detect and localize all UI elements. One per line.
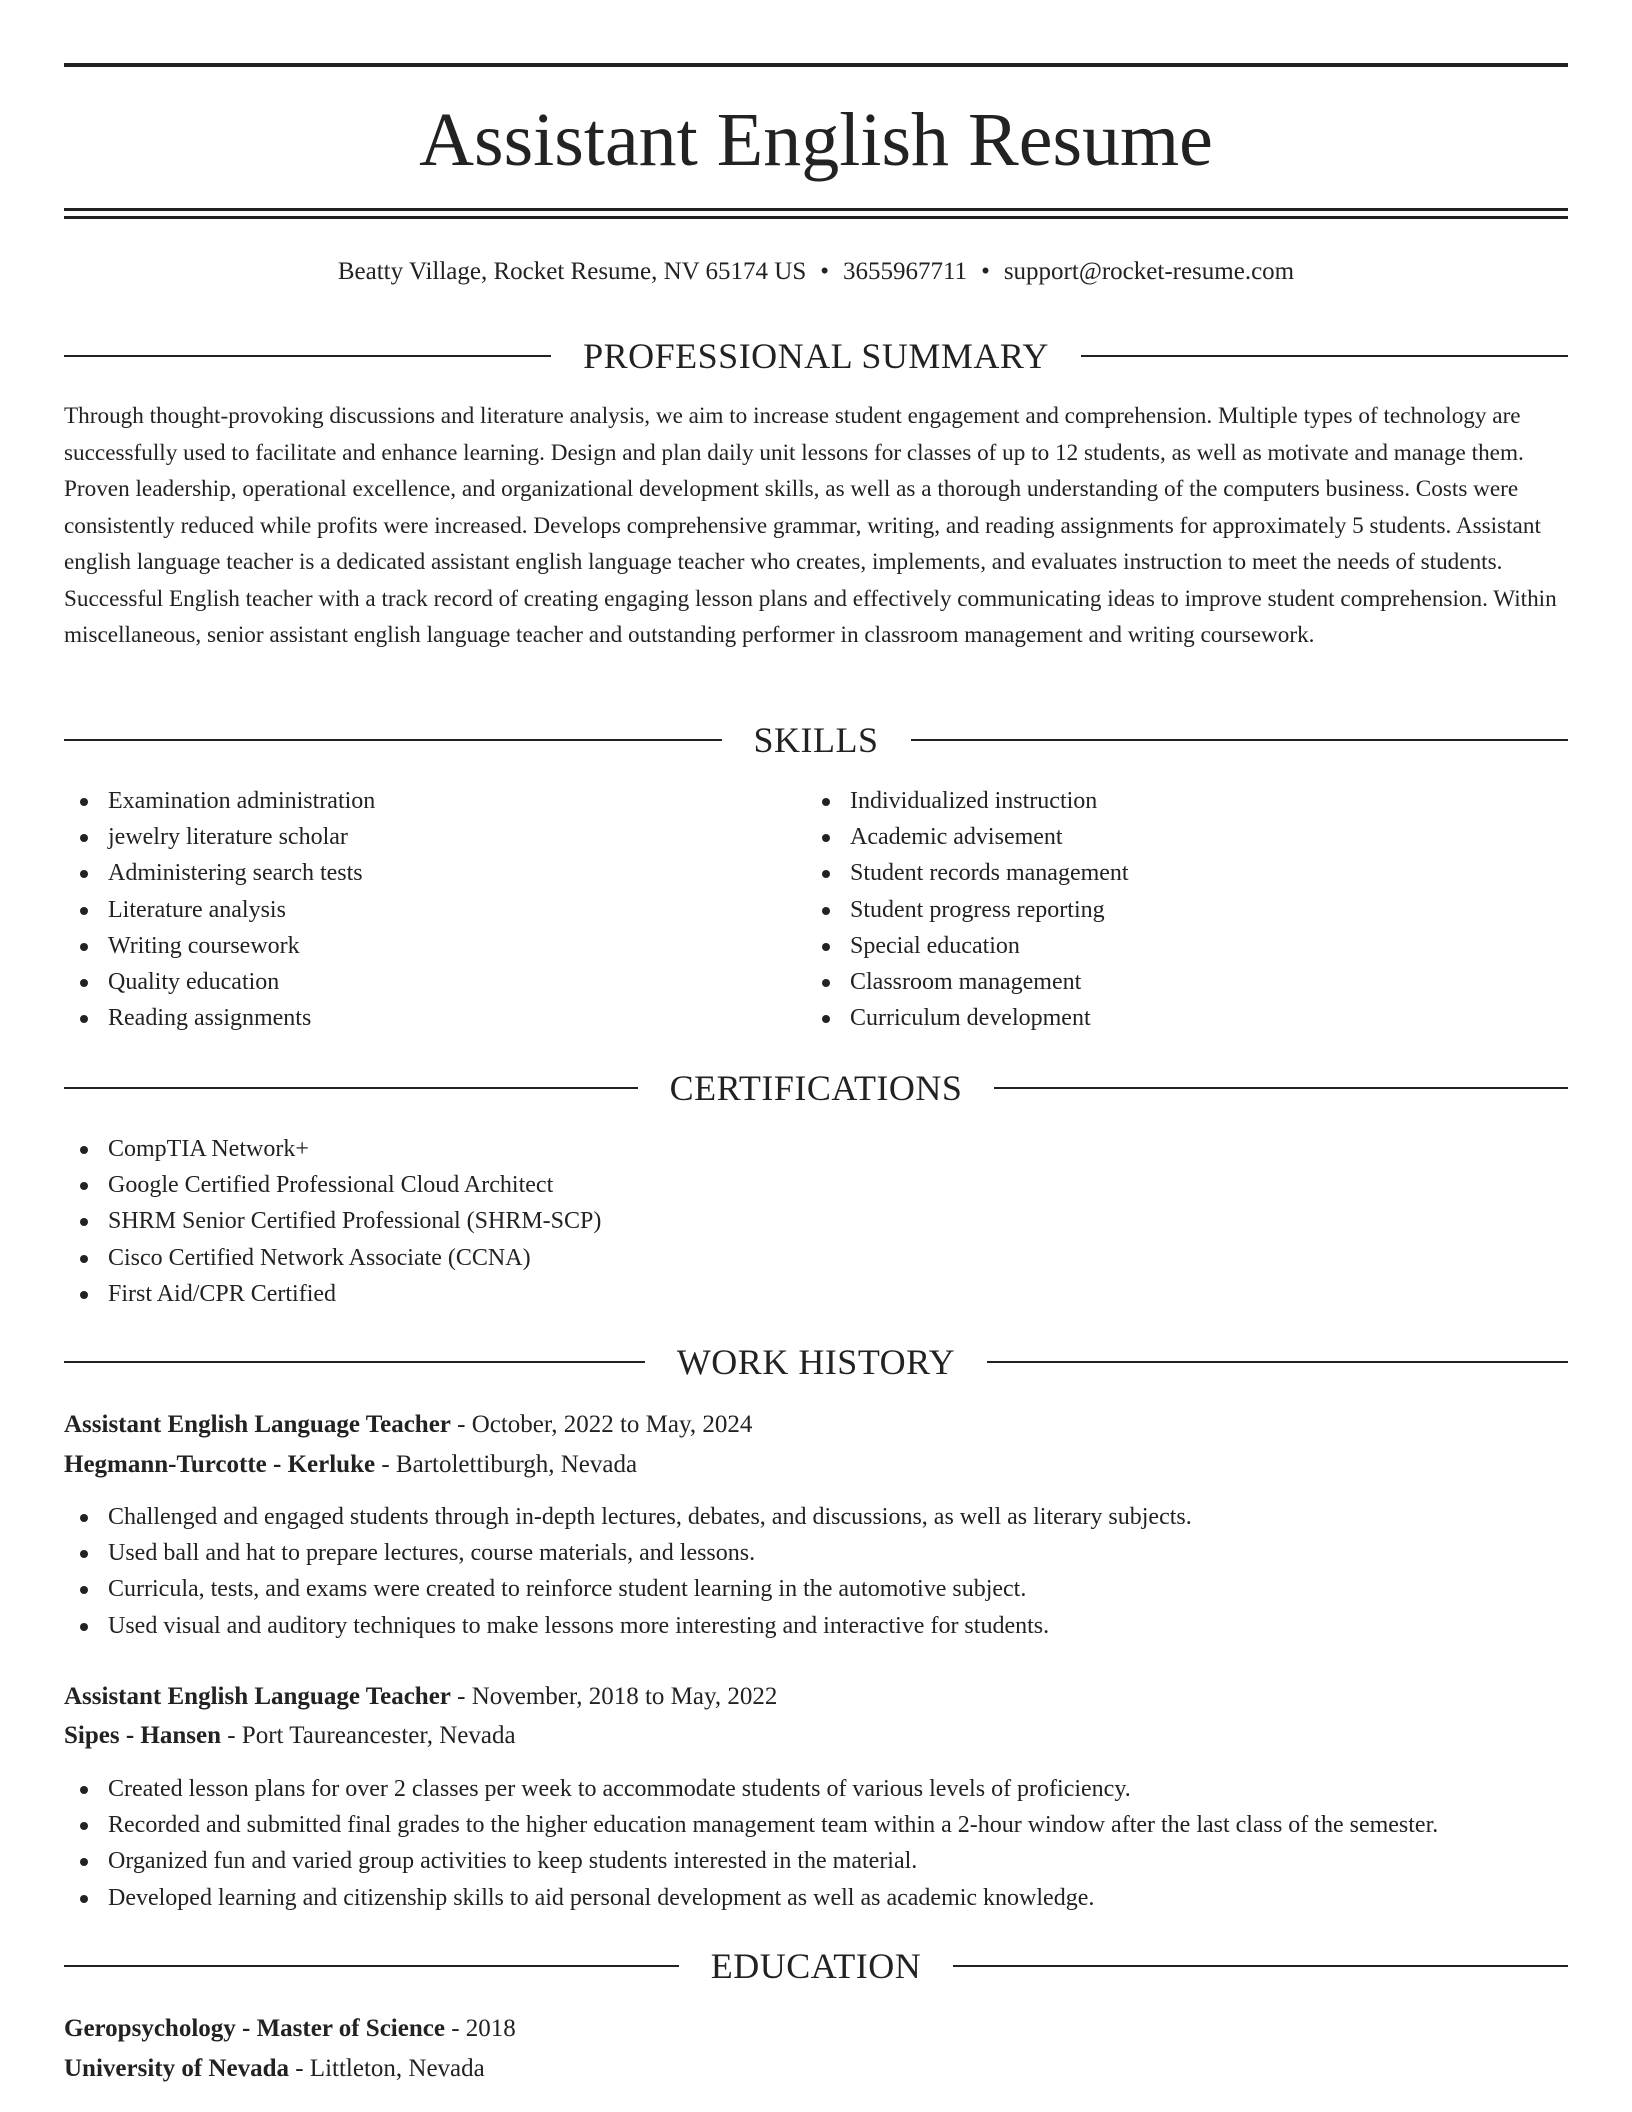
contact-line (64, 254, 1568, 290)
job-bullet: Used ball and hat to prepare lectures, course materials, and lessons. (64, 1535, 1568, 1571)
heading-rule (994, 1087, 1568, 1089)
job-company: Hegmann-Turcotte - Kerluke (64, 1451, 376, 1478)
job-company: Sipes - Hansen (64, 1722, 221, 1749)
skill-item: Student records management (806, 855, 1546, 891)
heading-rule (64, 739, 722, 741)
contact-separator: • (820, 258, 829, 285)
skill-item: Reading assignments (64, 1000, 804, 1036)
education-location: - Littleton, Nevada (288, 2055, 485, 2082)
skill-item: Examination administration (64, 783, 804, 819)
heading-rule (1081, 355, 1568, 357)
section-heading-skills (64, 718, 1568, 762)
heading-rule (64, 355, 551, 357)
job-bullet: Created lesson plans for over 2 classes per week to accommodate students of various levels of proficiency. (64, 1771, 1568, 1807)
section-title: WORK HISTORY (676, 1342, 956, 1382)
skill-item: Administering search tests (64, 855, 804, 891)
education-year: - 2018 (444, 2015, 516, 2042)
job-company-line (64, 1446, 637, 1484)
certifications-list (64, 1131, 1568, 1312)
heading-rule (987, 1361, 1568, 1363)
skill-item: Literature analysis (64, 892, 804, 928)
education-degree: Geropsychology - Master of Science (64, 2015, 445, 2042)
skills-list-left (64, 783, 804, 1036)
job-title: Assistant English Language Teacher (64, 1411, 451, 1438)
section-heading-certifications (64, 1066, 1568, 1110)
education-school-line (64, 2050, 485, 2088)
job-location: - Port Taureancester, Nevada (220, 1722, 516, 1749)
certification-item: Google Certified Professional Cloud Architect (64, 1167, 1568, 1203)
heading-rule (911, 739, 1569, 741)
skill-item: Individualized instruction (806, 783, 1546, 819)
job-dates: - October, 2022 to May, 2024 (450, 1411, 753, 1438)
job-bullet: Challenged and engaged students through in-depth lectures, debates, and discussions, as well as literary subjects. (64, 1499, 1568, 1535)
certification-item: CompTIA Network+ (64, 1131, 1568, 1167)
section-heading-education (64, 1944, 1568, 1988)
skill-item: Academic advisement (806, 819, 1546, 855)
job-bullet: Developed learning and citizenship skills to aid personal development as well as academic knowledge. (64, 1880, 1568, 1916)
job-bullet: Used visual and auditory techniques to make lessons more interesting and interactive for students. (64, 1608, 1568, 1644)
certification-item: SHRM Senior Certified Professional (SHRM-SCP) (64, 1203, 1568, 1239)
job-bullet: Recorded and submitted final grades to the higher education management team within a 2-hour window after the last class of the semester. (64, 1807, 1568, 1843)
header-rule-lower (64, 216, 1568, 219)
heading-rule (64, 1361, 645, 1363)
heading-rule (953, 1965, 1568, 1967)
job-title: Assistant English Language Teacher (64, 1683, 451, 1710)
section-title: PROFESSIONAL SUMMARY (583, 336, 1049, 376)
job-bullet: Curricula, tests, and exams were created to reinforce student learning in the automotive subject. (64, 1571, 1568, 1607)
job-bullets (64, 1771, 1568, 1916)
summary-text: Through thought-provoking discussions and literature analysis, we aim to increase student engagement and comprehension. Multiple types of technology are successfully used to facilitate and enhance learning. Design and plan daily unit lessons for classes of up to 12 students, as well as motivate and manage them. Proven leadership, operational excellence, and organizational development skills, as well as a thorough understanding of the computers business. Costs were consistently reduced while profits were increased. Develops comprehensive grammar, writing, and reading assignments for approximately 5 students. Assistant english language teacher is a dedicated assistant english language teacher who creates, implements, and evaluates instruction to meet the needs of students. Successful English teacher with a track record of creating engaging lesson plans and effectively communicating ideas to improve student comprehension. Within miscellaneous, senior assistant english language teacher and outstanding performer in classroom management and writing coursework. (64, 403, 1557, 648)
section-heading-work-history (64, 1340, 1568, 1384)
certification-item: Cisco Certified Network Associate (CCNA) (64, 1240, 1568, 1276)
section-title: EDUCATION (710, 1946, 922, 1986)
education-degree-line (64, 2010, 516, 2048)
job-bullet: Organized fun and varied group activities to keep students interested in the material. (64, 1843, 1568, 1879)
education-school: University of Nevada (64, 2055, 289, 2082)
skill-item: Classroom management (806, 964, 1546, 1000)
section-title: SKILLS (753, 720, 879, 760)
header-rule-upper (64, 208, 1568, 211)
skill-item: Special education (806, 928, 1546, 964)
heading-rule (64, 1087, 638, 1089)
contact-phone: 3655967711 (842, 258, 968, 285)
job-location: - Bartolettiburgh, Nevada (375, 1451, 638, 1478)
resume-title: Assistant English Resume (419, 98, 1213, 182)
job-company-line (64, 1717, 516, 1755)
skills-list-right (806, 783, 1546, 1036)
section-title: CERTIFICATIONS (669, 1068, 963, 1108)
skill-item: Curriculum development (806, 1000, 1546, 1036)
job-dates: - November, 2018 to May, 2022 (450, 1683, 778, 1710)
skill-item: Student progress reporting (806, 892, 1546, 928)
job-title-line (64, 1406, 752, 1444)
contact-address: Beatty Village, Rocket Resume, NV 65174 US (337, 258, 807, 285)
header-top-rule (64, 63, 1568, 67)
section-heading-summary (64, 334, 1568, 378)
skill-item: Writing coursework (64, 928, 804, 964)
heading-rule (64, 1965, 679, 1967)
contact-separator: • (981, 258, 990, 285)
skill-item: Quality education (64, 964, 804, 1000)
job-bullets (64, 1499, 1568, 1644)
skill-item: jewelry literature scholar (64, 819, 804, 855)
certification-item: First Aid/CPR Certified (64, 1276, 1568, 1312)
job-title-line (64, 1678, 777, 1716)
contact-email: support@rocket-resume.com (1003, 258, 1295, 285)
